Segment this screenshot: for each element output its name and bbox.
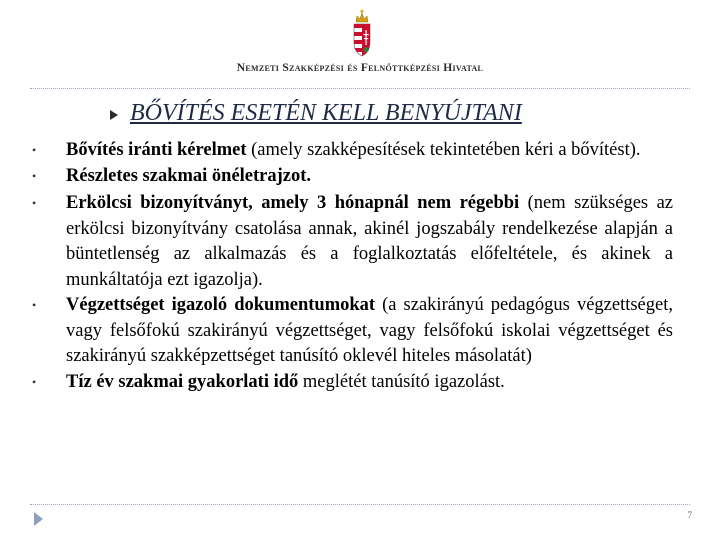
item-text: (nem szükséges az erkölcsi bizonyítvány csatolása annak, akinél jogszabály rendelkezése alapján a büntetlenség az alkalmazás és a foglalkoztatás előfeltétele, és akinek a munkáltatója ezt igazolja). xyxy=(66,193,673,290)
bullet-icon: • xyxy=(32,374,37,389)
bullet-icon: • xyxy=(32,196,37,210)
item-bold-text: Végzettséget igazoló dokumentumokat xyxy=(66,295,376,315)
item-bold-text: Bővítés iránti kérelmet xyxy=(66,140,247,160)
item-bold-text: Erkölcsi bizonyítványt, amely 3 hónapnál nem régebbi xyxy=(66,193,520,213)
list-item xyxy=(28,138,673,164)
list-item xyxy=(28,293,673,370)
bullet-icon: • xyxy=(32,298,37,312)
triangle-right-icon xyxy=(34,512,43,526)
item-text: meglétét tanúsító igazolást. xyxy=(298,371,505,392)
item-text: (a szakirányú pedagógus végzettséget, vagy felsőfokú szakirányú végzettséget, vagy felsőfokú iskolai végzettséget és szakirányú szakképzettséget tanúsító oklevél hiteles másolatát) xyxy=(66,295,673,366)
bullet-icon: • xyxy=(32,143,37,157)
bullet-icon: • xyxy=(32,168,37,183)
requirements-list xyxy=(28,138,673,395)
item-text: (amely szakképesítések tekintetében kéri a bővítést). xyxy=(246,140,641,160)
page-title: BŐVÍTÉS ESETÉN KELL BENYÚJTANI xyxy=(130,100,522,126)
list-item xyxy=(28,164,673,190)
header-divider xyxy=(30,88,690,89)
list-item xyxy=(28,370,673,396)
list-item xyxy=(28,191,673,293)
agency-name: Nemzeti Szakképzési és Felnőttképzési Hivatal xyxy=(236,62,484,74)
item-bold-text: Részletes szakmai önéletrajzot. xyxy=(66,165,312,186)
hungarian-coat-of-arms-icon xyxy=(352,8,372,60)
footer-divider xyxy=(30,504,690,505)
page-number: 7 xyxy=(687,510,692,520)
triangle-right-icon xyxy=(110,110,118,120)
item-bold-text: Tíz év szakmai gyakorlati idő xyxy=(66,371,299,392)
